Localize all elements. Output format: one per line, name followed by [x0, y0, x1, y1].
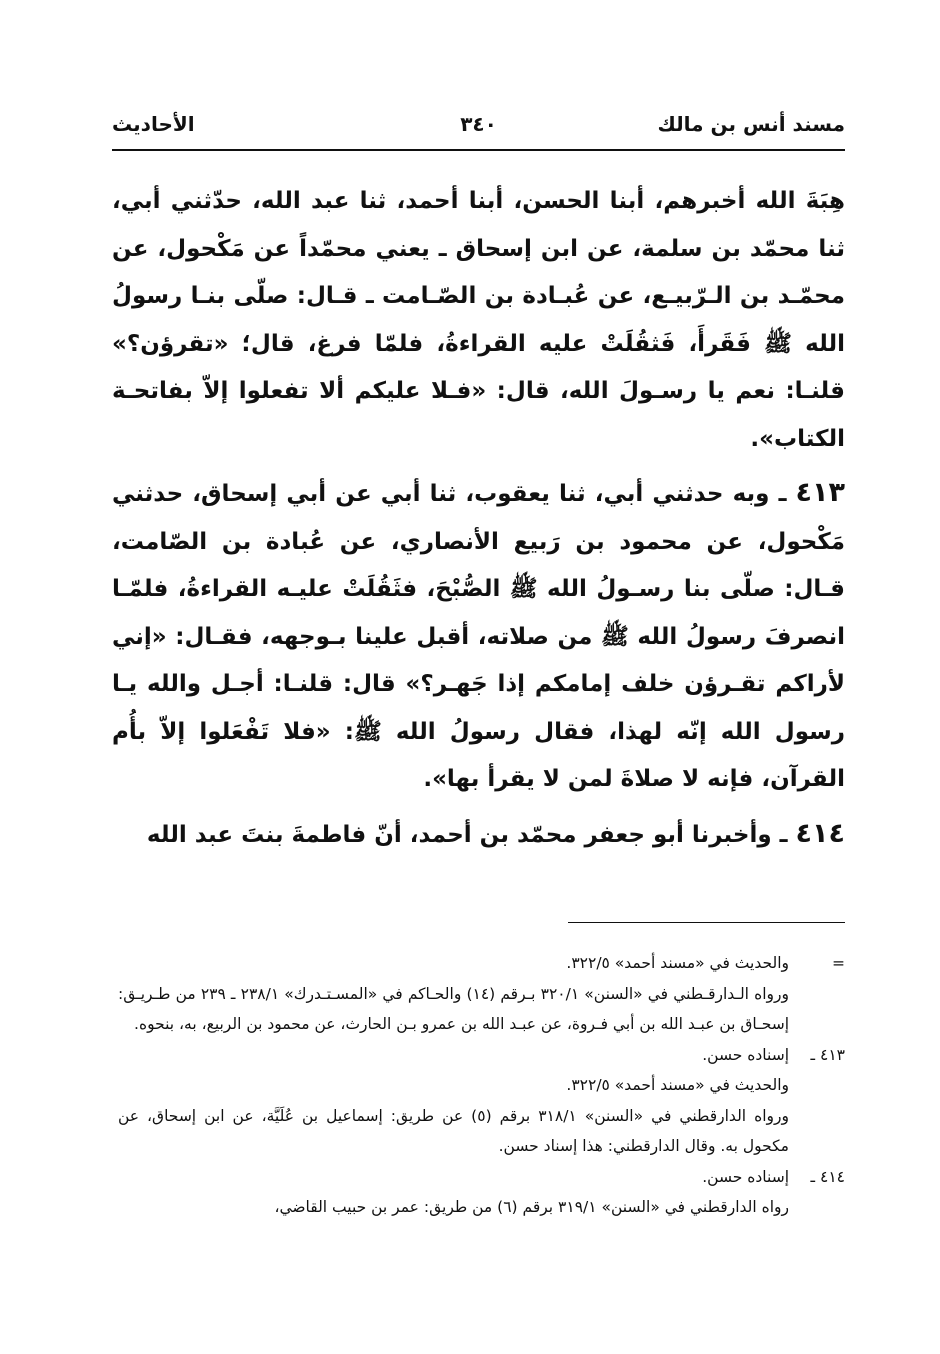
page-number: ٣٤٠: [460, 112, 497, 136]
footnote-line: [118, 1040, 845, 1071]
hadith-number: ٤١٤: [795, 817, 845, 849]
hadith-text: ـ وبه حدثني أبي، ثنا يعقوب، ثنا أبي عن أبي إسحاق، حدثني مَكْحول، عن محمود بن رَبيع الأنصاري، عن عُبادة بن الصّامت، قـال: صلّى بنا رسـولُ الله ﷺ الصُّبْحَ، فثَقُلَتْ عليـه القراءةُ، فلمّـا انصرفَ رسولُ الله ﷺ من صلاته، أقبل علينا بـوجهه، فقـال: «إني لأراكم تقـرؤن خلف إمامكم إذا جَهـر؟» قال: قلنـا: أجـل والله يـا رسول الله إنّه لهذا، فقال رسولُ الله ﷺ: «فلا تَفْعَلوا إلاّ بأُم القرآن، فإنه لا صلاةَ لمن لا يقرأ بها».: [112, 481, 845, 792]
footnotes: [118, 948, 845, 1223]
footnote-text: والحديث في «مسند أحمد» ٣٢٢/٥.: [566, 954, 789, 972]
footnote-line: [118, 979, 845, 1040]
footnote-marker: [789, 1101, 845, 1162]
footnote-text: والحديث في «مسند أحمد» ٣٢٢/٥.: [566, 1076, 789, 1094]
footnote-text: رواه الدارقطني في «السنن» ٣١٩/١ برقم (٦) من طريق: عمر بن حبيب القاضي،: [274, 1198, 789, 1216]
footnote-text: ورواه الـدارقـطني في «السنن» ٣٢٠/١ بـرقم (١٤) والحـاكم في «المسـتـدرك» ٢٣٨/١ ـ ٢٣٩ من طـريـق: إسحـاق بن عبـد الله بن أبي فـروة، عن عبـد الله بن عمرو بـن الحارث، عن محمود بن الربيع، به، بنحوه.: [118, 984, 789, 1033]
footnote-divider: [568, 922, 845, 923]
footnote-text: إسناده حسن.: [702, 1045, 789, 1064]
book-title: مسند أنس بن مالك: [657, 112, 845, 136]
footnote-text: إسناده حسن.: [702, 1167, 789, 1186]
paragraph-continued: هِبَةَ الله أخبرهم، أبنا الحسن، أبنا أحمد، ثنا عبد الله، حدّثني أبي، ثنا محمّد بن سلمة، عن ابن إسحاق ـ يعني محمّداً عن مَكْحول، عن محمّـد بن الـرّبيـع، عن عُبـادة بن الصّـامت ـ قـال: صلّى بنـا رسولُ الله ﷺ فَقَرأَ، فَثقُلَتْ عليه القراءةُ، فلمّا فرغ، قال؛ «تقرؤن؟» قلنـا: نعم يا رسـولَ الله، قال: «فـلا عليكم ألا تفعلوا إلاّ بفاتحـة الكتاب».: [112, 188, 845, 452]
hadith-414: [112, 810, 845, 860]
footnote-line: [118, 1070, 845, 1101]
main-text: [112, 178, 845, 865]
footnote-marker: ٤١٣ ـ: [810, 1045, 845, 1064]
hadith-number: ٤١٣: [795, 477, 845, 508]
footnote-marker: ٤١٤ ـ: [810, 1167, 845, 1186]
header-divider: [112, 149, 845, 151]
footnote-line: [118, 1162, 845, 1193]
footnote-marker: [789, 1070, 845, 1101]
footnote-line: [118, 1101, 845, 1162]
footnote-marker: [789, 1192, 845, 1223]
hadith-413: [112, 469, 845, 804]
footnote-line: [118, 948, 845, 979]
footnote-line: [118, 1192, 845, 1223]
footnote-marker: =: [832, 954, 845, 972]
footnote-text: ورواه الدارقطني في «السنن» ٣١٨/١ برقم (٥) عن طريق: إسماعيل بن عُلَيَّة، عن ابن إسحاق، عن مكحول به. وقال الدارقطني: هذا إسناد حسن.: [118, 1106, 789, 1155]
footnote-marker: [789, 979, 845, 1040]
running-header: [112, 108, 845, 148]
hadith-text: ـ وأخبرنا أبو جعفر محمّد بن أحمد، أنّ فاطمةَ بنتَ عبد الله: [146, 821, 788, 848]
section-title: الأحاديث: [112, 112, 195, 136]
